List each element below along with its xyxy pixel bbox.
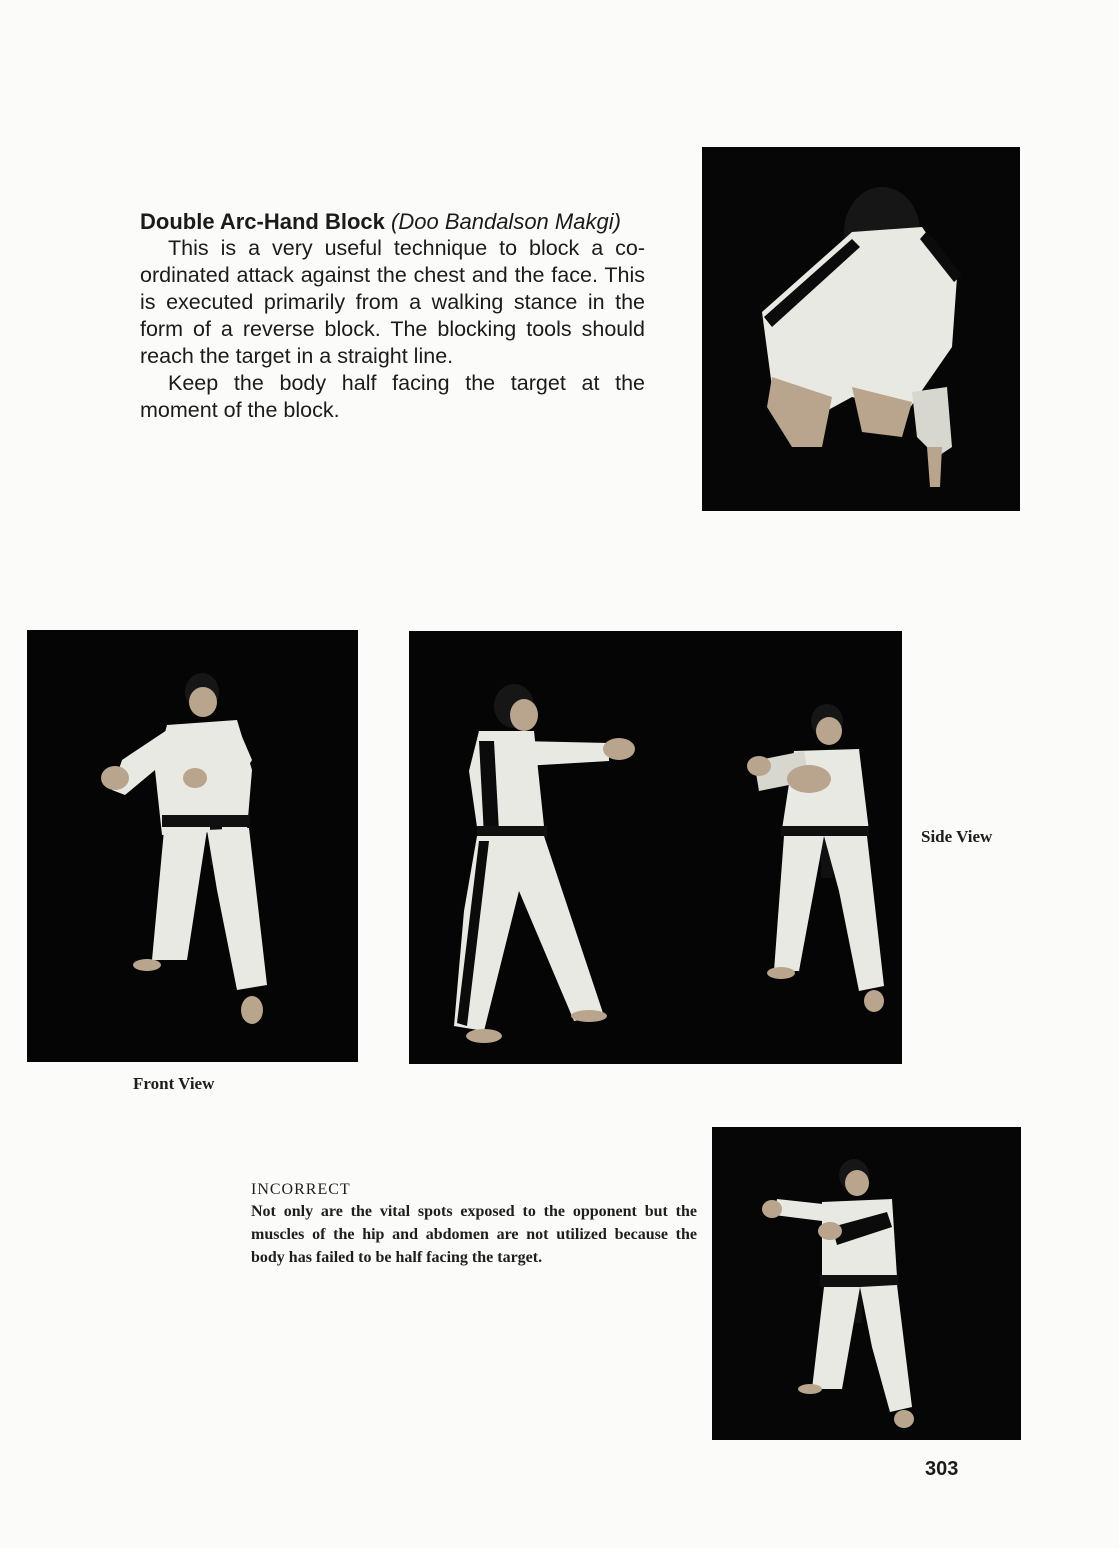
section-title: Double Arc-Hand Block (140, 209, 385, 234)
incorrect-note (251, 1180, 697, 1269)
caption-front-view: Front View (133, 1074, 215, 1093)
photo-incorrect (712, 1127, 1021, 1440)
photo-front-view (27, 630, 358, 1062)
photo-overhead-view (702, 147, 1020, 511)
section-heading (140, 208, 645, 235)
page-number: 303 (925, 1458, 959, 1480)
photo-side-view (409, 631, 902, 1064)
section-title-korean: (Doo Bandalson Makgi) (391, 209, 621, 234)
caption-side-view: Side View (921, 827, 993, 846)
paragraph-1: This is a very useful technique to block a co-ordinated attack against the chest and the face. This is executed primarily from a walking stance in the form of a reverse block. The blocking tools should reach the target in a straight line. (140, 236, 645, 368)
technique-description (140, 208, 645, 424)
paragraph-2: Keep the body half facing the target at the moment of the block. (140, 371, 645, 422)
incorrect-label: INCORRECT (251, 1181, 351, 1198)
incorrect-text: Not only are the vital spots exposed to the opponent but the muscles of the hip and abdomen are not utilized because the body has failed to be half facing the target. (251, 1203, 697, 1266)
